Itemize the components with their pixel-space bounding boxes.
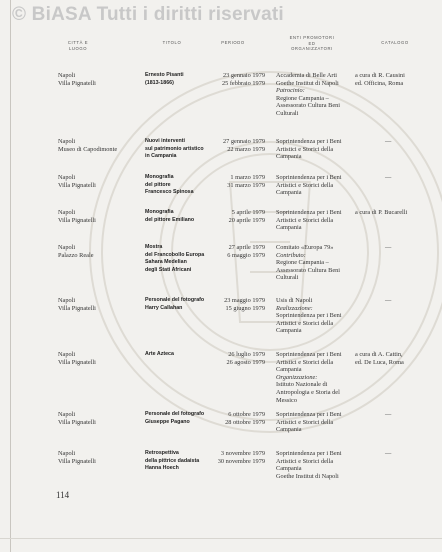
- title-line: Nuovi interventi: [145, 138, 186, 144]
- entity-role-label: Realizzazione:: [276, 304, 313, 312]
- catalog-line: —: [385, 174, 392, 181]
- title-line: Retrospettiva: [145, 450, 179, 456]
- title-line: della pittrice dadaista: [145, 457, 200, 464]
- period-cell: [190, 297, 265, 312]
- title-line: sul patrimonio artistico: [145, 145, 204, 152]
- catalog-line: ed. Officina, Roma: [355, 79, 404, 87]
- entity-line: Soprintendenza per i Beni Artistici e Storici della Campania: [276, 209, 342, 232]
- city-cell: [58, 174, 138, 189]
- entities-cell: [276, 244, 354, 282]
- period-cell: [190, 209, 265, 224]
- venue-name: Villa Pignatelli: [58, 181, 96, 189]
- title-line: Personale del fotografo: [145, 411, 205, 417]
- entities-cell: [276, 450, 354, 480]
- bottom-rule: [0, 538, 442, 539]
- venue-name: Villa Pignatelli: [58, 216, 96, 224]
- title-line: Ernesto Pisanti: [145, 72, 184, 78]
- period-start: 23 gennaio 1979: [223, 72, 265, 79]
- period-end: 25 febbraio 1979: [221, 79, 265, 87]
- page-number: 114: [56, 490, 70, 500]
- entity-line: Regione Campania – Assessorato Cultura Beni Culturali: [276, 94, 341, 117]
- title-line: Sahara Medelian: [145, 259, 187, 266]
- column-header-entities-line: ENTI PROMOTORI: [289, 35, 335, 40]
- catalog-cell: [385, 297, 442, 305]
- title-line: Arte Azteca: [145, 351, 174, 357]
- city-cell: [58, 72, 138, 87]
- period-cell: [190, 72, 265, 87]
- period-cell: [190, 411, 265, 426]
- entities-cell: [276, 297, 354, 335]
- period-end: 15 giugno 1979: [225, 304, 265, 312]
- entities-cell: [276, 138, 354, 161]
- city-name: Napoli: [58, 138, 76, 145]
- column-header-entities-line: ORGANIZZATORI: [291, 46, 333, 51]
- catalog-cell: [385, 450, 442, 458]
- venue-name: Villa Pignatelli: [58, 79, 96, 87]
- entity-role-label: Contributo:: [276, 251, 306, 259]
- title-line: Mostra: [145, 244, 163, 250]
- catalog-cell: [355, 72, 437, 87]
- entity-line: Comitato «Europa 79»: [276, 244, 334, 251]
- entity-line: Soprintendenza per i Beni Artistici e Storici della Campania: [276, 174, 342, 197]
- catalog-cell: [385, 244, 442, 252]
- entity-line: Soprintendenza per i Beni Artistici e Storici della Campania: [276, 450, 342, 473]
- catalog-cell: [385, 411, 442, 419]
- entities-cell: [276, 72, 354, 118]
- entity-line: Soprintendenza per i Beni Artistici e Storici della Campania: [276, 138, 342, 161]
- venue-name: Villa Pignatelli: [58, 418, 96, 426]
- venue-name: Villa Pignatelli: [58, 358, 96, 366]
- catalog-line: —: [385, 244, 392, 251]
- column-header-catalog: CATALOGO: [381, 40, 409, 45]
- page-edge: [10, 0, 11, 552]
- title-line: in Campania: [145, 153, 177, 160]
- city-cell: [58, 351, 138, 366]
- period-start: 27 aprile 1979: [228, 244, 265, 251]
- catalog-cell: [355, 351, 437, 366]
- city-name: Napoli: [58, 450, 76, 457]
- period-start: 5 aprile 1979: [231, 209, 265, 216]
- period-start: 26 luglio 1979: [228, 351, 265, 358]
- entity-line: Regione Campania – Assessorato Cultura Beni Culturali: [276, 259, 341, 282]
- city-cell: [58, 411, 138, 426]
- city-cell: [58, 138, 138, 153]
- period-cell: [190, 244, 265, 259]
- period-end: 31 marzo 1979: [227, 181, 265, 189]
- catalog-line: a cura di A. Cattin,: [355, 351, 403, 358]
- period-cell: [190, 138, 265, 153]
- title-line: Personale del fotografo: [145, 297, 205, 303]
- title-line: (1813-1866): [145, 79, 174, 86]
- title-line: Monografia: [145, 174, 174, 180]
- city-name: Napoli: [58, 174, 76, 181]
- catalog-line: a cura di R. Causini: [355, 72, 405, 79]
- column-header-period: PERIODO: [221, 40, 245, 45]
- period-end: 6 maggio 1979: [227, 251, 265, 259]
- city-name: Napoli: [58, 297, 76, 304]
- catalog-line: ed. De Luca, Roma: [355, 358, 404, 366]
- title-line: Hanna Hoech: [145, 465, 179, 472]
- entity-line: Istituto Nazionale di Antropologia e Storia del Messico: [276, 381, 340, 404]
- period-start: 1 marzo 1979: [230, 174, 265, 181]
- title-line: Giuseppe Pagano: [145, 418, 190, 425]
- city-name: Napoli: [58, 411, 76, 418]
- catalog-cell: [385, 138, 442, 146]
- period-end: 26 agosto 1979: [226, 358, 265, 366]
- column-header-city: CITTÀ E LUOGO: [67, 40, 89, 51]
- entity-line: Soprintendenza per i Beni Artistici e Storici della Campania: [276, 312, 342, 335]
- city-name: Napoli: [58, 72, 76, 79]
- copyright-banner: [0, 0, 442, 30]
- catalog-cell: [385, 174, 442, 182]
- catalog-line: —: [385, 297, 392, 304]
- catalog-cell: [355, 209, 437, 217]
- entity-role-label: Patrocinio:: [276, 87, 305, 95]
- column-header-title: TITOLO: [162, 40, 182, 45]
- title-line: Francesco Spinosa: [145, 189, 194, 196]
- entities-cell: [276, 209, 354, 232]
- entities-cell: [276, 411, 354, 434]
- city-name: Napoli: [58, 244, 76, 251]
- city-cell: [58, 244, 138, 259]
- city-cell: [58, 450, 138, 465]
- period-start: 6 ottobre 1979: [228, 411, 265, 418]
- venue-name: Villa Pignatelli: [58, 304, 96, 312]
- period-end: 28 ottobre 1979: [225, 418, 265, 426]
- entities-cell: [276, 351, 354, 404]
- city-name: Napoli: [58, 351, 76, 358]
- catalog-line: —: [385, 411, 392, 418]
- column-header-entities-line: ED: [308, 40, 316, 46]
- title-line: degli Stati Africani: [145, 266, 192, 273]
- venue-name: Villa Pignatelli: [58, 457, 96, 465]
- entity-line: Goethe Institut di Napoli: [276, 472, 339, 480]
- column-header-entities: [272, 35, 352, 52]
- title-line: del pittore: [145, 181, 171, 188]
- entity-role-label: Organizzazione:: [276, 373, 318, 381]
- period-cell: [190, 174, 265, 189]
- city-name: Napoli: [58, 209, 76, 216]
- city-cell: [58, 297, 138, 312]
- city-cell: [58, 209, 138, 224]
- title-line: del pittore Emiliano: [145, 216, 195, 223]
- catalog-line: a cura di P. Bucarelli: [355, 209, 408, 216]
- venue-name: Palazzo Reale: [58, 251, 94, 259]
- period-end: 20 aprile 1979: [228, 216, 265, 224]
- entity-line: Accademia di Belle Arti: [276, 72, 338, 79]
- title-line: del Francobollo Europa: [145, 251, 205, 258]
- entity-line: Goethe Institut di Napoli: [276, 79, 339, 87]
- entities-cell: [276, 174, 354, 197]
- venue-name: Museo di Capodimonte: [58, 145, 118, 153]
- period-cell: [190, 351, 265, 366]
- catalog-line: —: [385, 138, 392, 145]
- title-line: Monografia: [145, 209, 174, 215]
- title-line: Harry Callahan: [145, 304, 183, 311]
- entity-line: Usis di Napoli: [276, 297, 313, 304]
- entity-line: Soprintendenza per i Beni Artistici e Storici della Campania: [276, 411, 342, 434]
- period-end: 22 marzo 1979: [227, 145, 265, 153]
- period-start: 27 gennaio 1979: [223, 138, 265, 145]
- period-end: 30 novembre 1979: [217, 457, 265, 465]
- entity-line: Soprintendenza per i Beni Artistici e Storici della Campania: [276, 351, 342, 374]
- period-start: 3 novembre 1979: [220, 450, 265, 457]
- catalog-line: —: [385, 450, 392, 457]
- copyright-banner-text: © BiASA Tutti i diritti riservati: [12, 4, 284, 25]
- period-cell: [190, 450, 265, 465]
- period-start: 23 maggio 1979: [224, 297, 265, 304]
